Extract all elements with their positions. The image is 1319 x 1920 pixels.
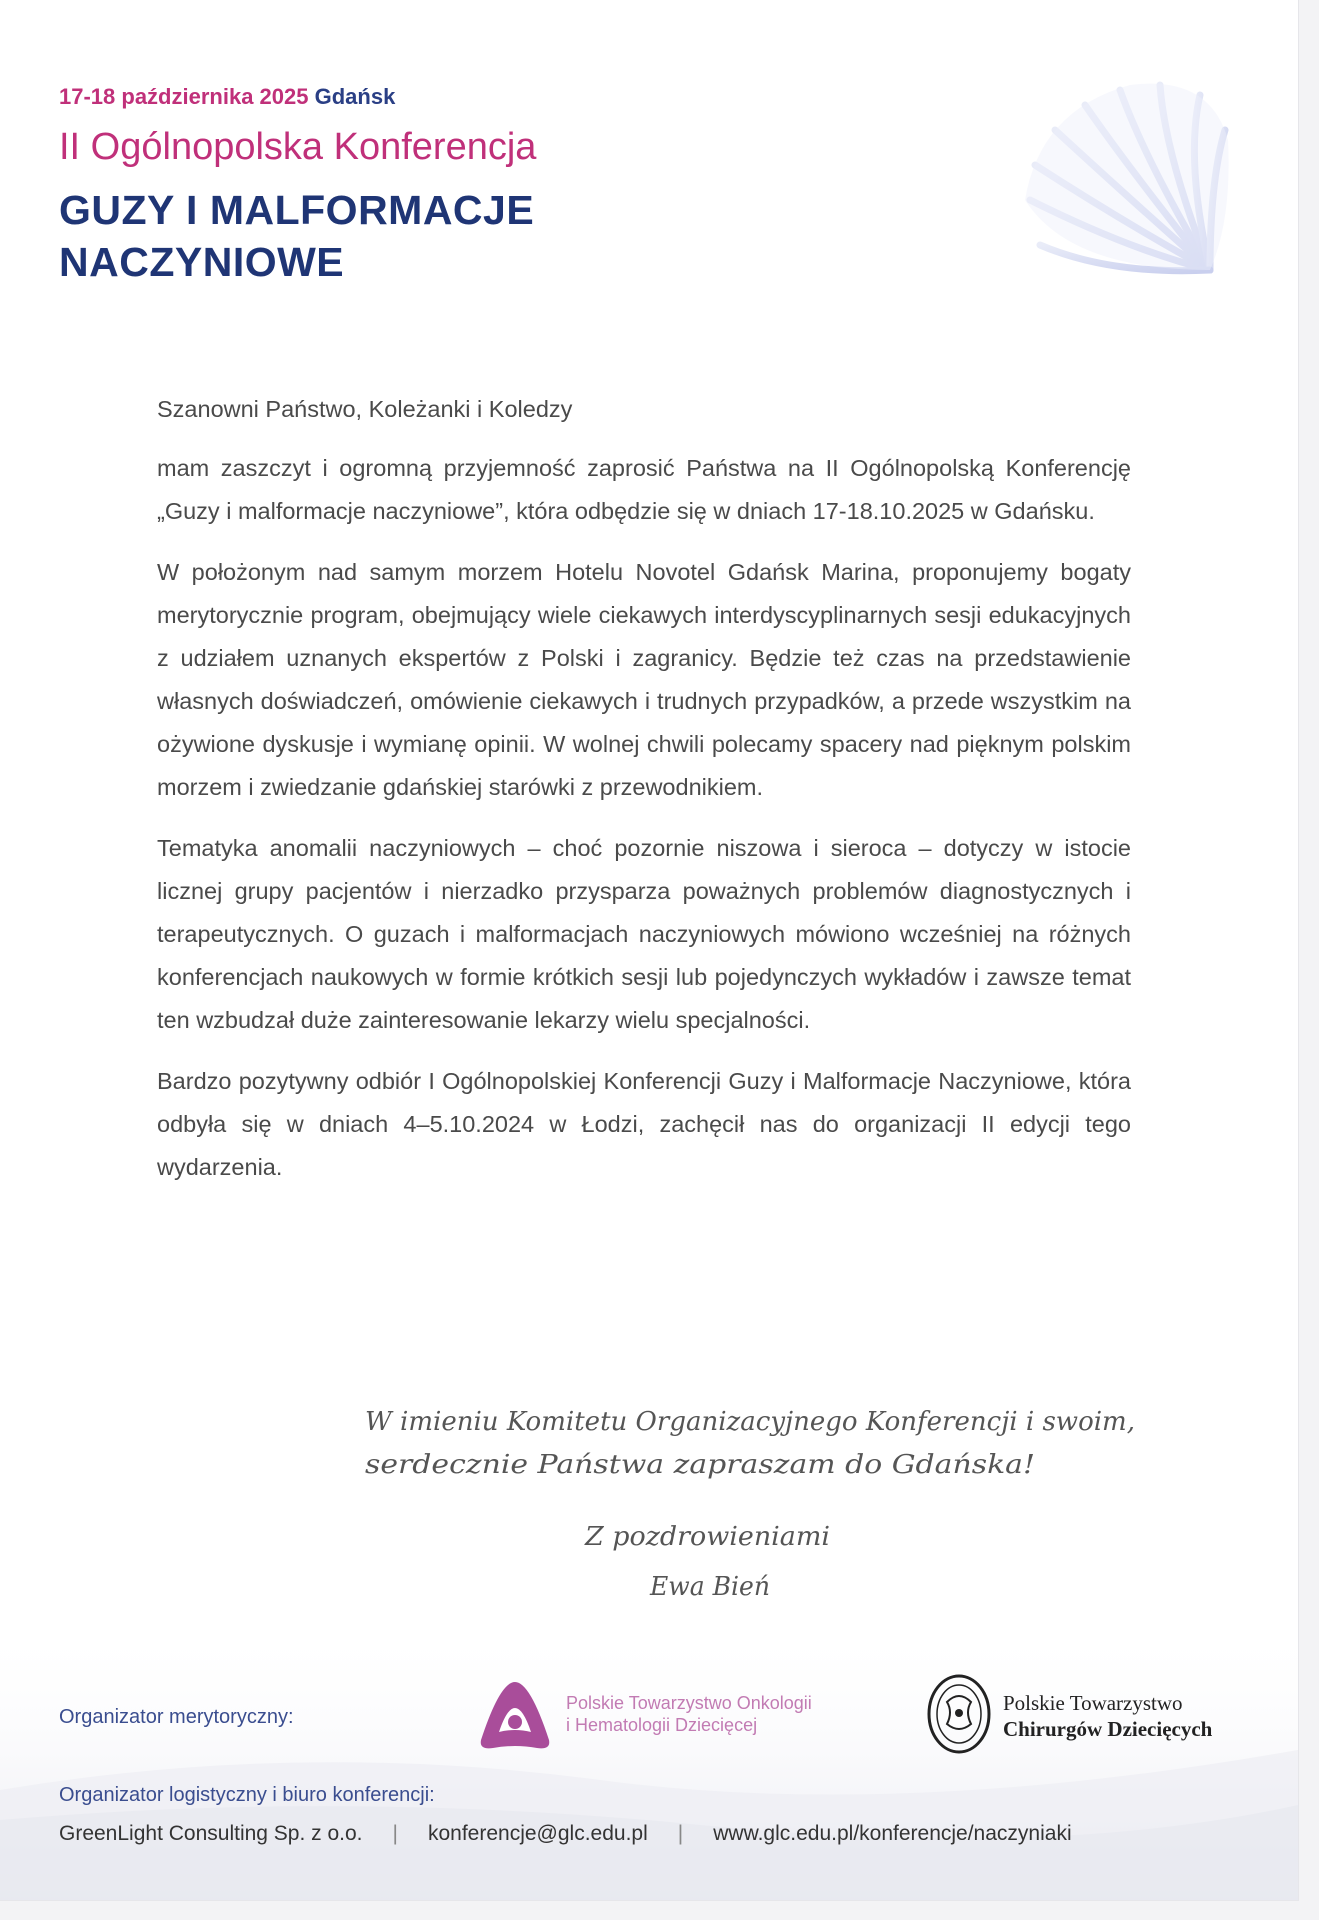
event-date-text: 17-18 października 2025 [59,84,309,109]
letter-body [157,388,1131,1207]
ptch-seal-logo-icon [925,1672,993,1756]
conference-subtitle: II Ogólnopolska Konferencja [59,126,537,168]
letter-paragraph: W położonym nad samym morzem Hotelu Novotel Gdańsk Marina, proponujemy bogaty merytorycznie program, obejmujący wiele ciekawych interdyscyplinarnych sesji edukacyjnych z udziałem uznanych ekspertów z Polski i zagranicy. Będzie też czas na przedstawienie własnych doświadczeń, omówienie ciekawych i trudnych przypadków, a przede wszystkim na ożywione dyskusje i wymianę opinii. W wolnej chwili polecamy spacery nad pięknym polskim morzem i zwiedzanie gdańskiej starówki z przewodnikiem. [157,559,1131,800]
letter-greeting: Szanowni Państwo, Koleżanki i Koledzy [157,396,573,422]
signature-line2: serdecznie Państwa zapraszam do Gdańska! [365,1450,1035,1480]
event-date [59,84,395,110]
conference-title-line1: GUZY I MALFORMACJE [59,187,535,233]
handwritten-signature [360,1395,1160,1615]
ptch-name-line2: Chirurgów Dziecięcych [1003,1717,1213,1741]
ptch-name-line1: Polskie Towarzystwo [1003,1691,1183,1715]
signature-line1: W imieniu Komitetu Organizacyjnego Konferencji i swoim, [365,1407,1135,1437]
signature-name: Ewa Bień [649,1572,770,1602]
conference-title [59,184,534,288]
contact-row [59,1822,1072,1846]
organizer-label: Organizator merytoryczny: [59,1706,294,1728]
ptoh-name-line1: Polskie Towarzystwo Onkologii [566,1693,812,1713]
signature-line3: Z pozdrowieniami [583,1522,830,1552]
separator: | [677,1822,684,1845]
ptoh-name-line2: i Hematologii Dziecięcej [566,1715,758,1735]
contact-email-link[interactable]: konferencje@glc.edu.pl [427,1822,648,1845]
company-name: GreenLight Consulting Sp. z o.o. [59,1822,363,1845]
contact-website-link[interactable]: www.glc.edu.pl/konferencje/naczyniaki [713,1822,1072,1845]
event-city: Gdańsk [314,84,396,109]
logistics-label: Organizator logistyczny i biuro konferencji: [59,1784,435,1806]
shell-logo-icon [1010,70,1230,280]
letter-paragraph: mam zaszczyt i ogromną przyjemność zaprosić Państwa na II Ogólnopolską Konferencję „Guzy i malformacje naczyniowe”, która odbędzie się w dniach 17-18.10.2025 w Gdańsku. [157,455,1131,524]
separator: | [392,1822,398,1845]
conference-title-line2: NACZYNIOWE [59,239,345,285]
ptoh-triangle-logo-icon [475,1678,555,1754]
ptoh-name [566,1692,866,1736]
footer-wave-decoration [0,1620,1298,1900]
letter-paragraph: Bardzo pozytywny odbiór I Ogólnopolskiej Konferencji Guzy i Malformacje Naczyniowe, która odbyła się w dniach 4–5.10.2024 w Łodzi, zachęcił nas do organizacji II edycji tego wydarzenia. [157,1068,1131,1180]
ptch-name [1003,1690,1212,1742]
letter-paragraph: Tematyka anomalii naczyniowych – choć pozornie niszowa i sieroca – dotyczy w istocie licznej grupy pacjentów i nierzadko przysparza poważnych problemów diagnostycznych i terapeutycznych. O guzach i malformacjach naczyniowych mówiono wcześniej na różnych konferencjach naukowych w formie krótkich sesji lub pojedynczych wykładów i zawsze temat ten wzbudzał duże zainteresowanie lekarzy wielu specjalności. [157,835,1131,1033]
